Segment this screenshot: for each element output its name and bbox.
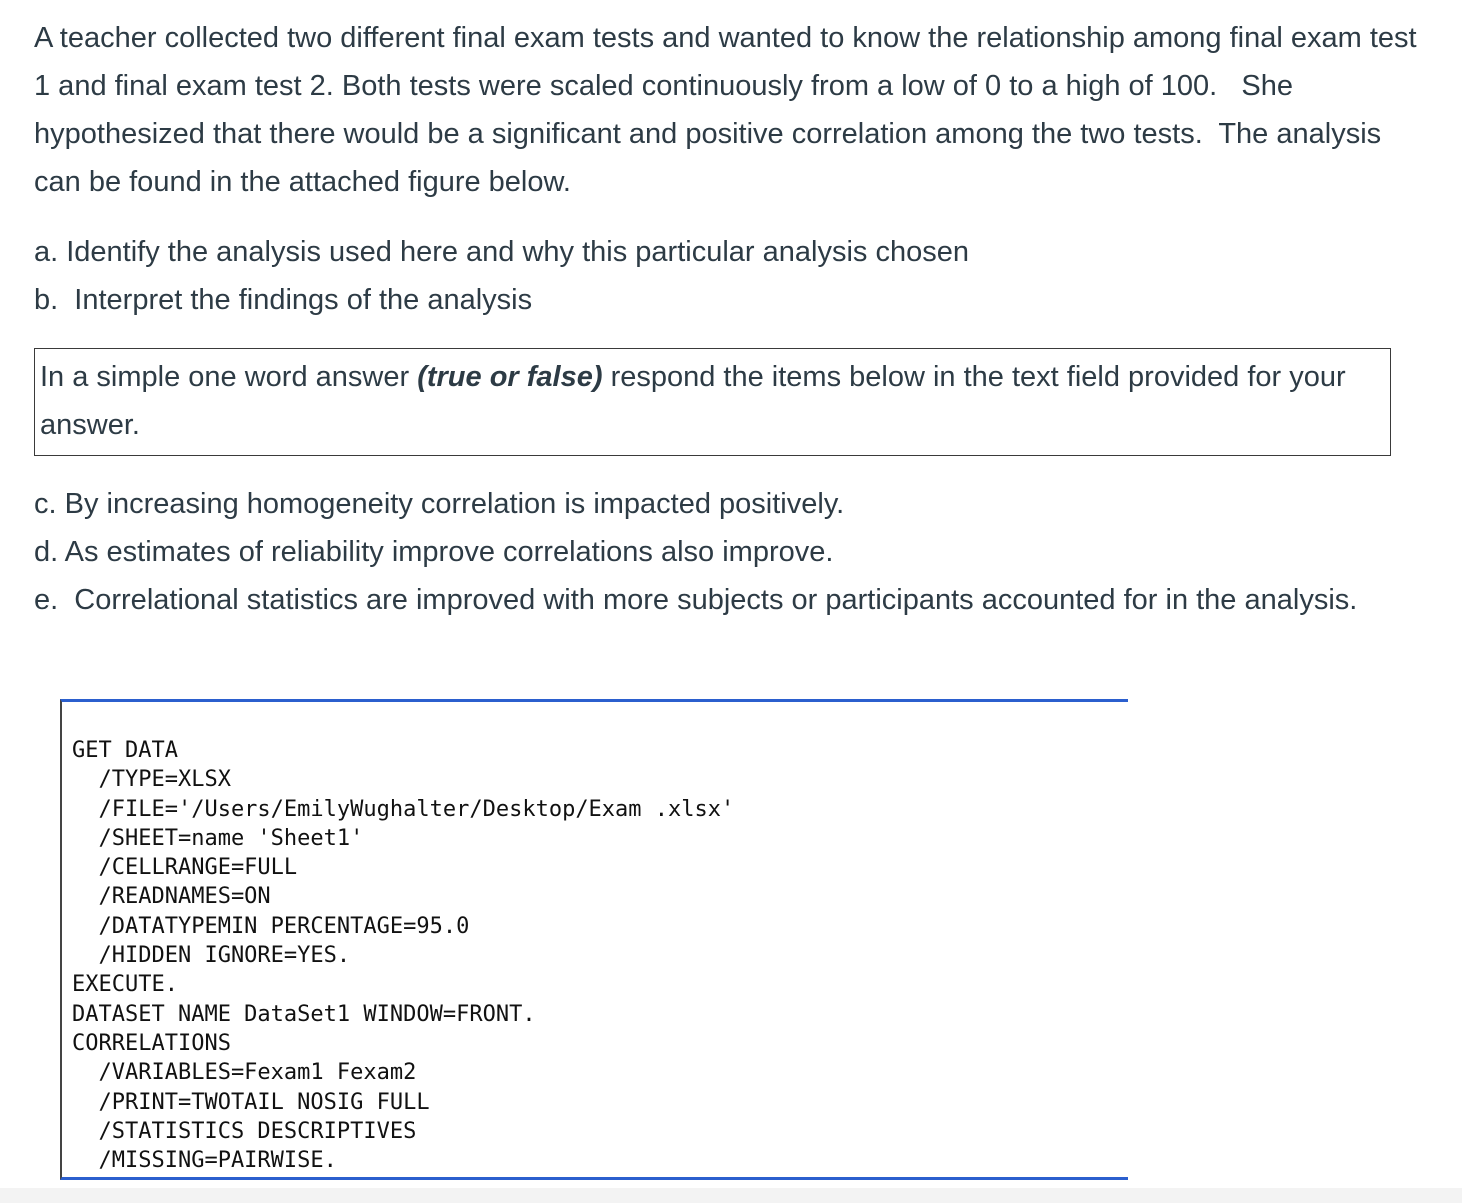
question-b: b. Interpret the findings of the analysis	[34, 284, 533, 316]
question-a: a. Identify the analysis used here and why this particular analysis chosen	[34, 236, 969, 268]
syntax-line: /READNAMES=ON	[72, 884, 271, 910]
syntax-line: /HIDDEN IGNORE=YES.	[72, 943, 351, 969]
syntax-line: /DATATYPEMIN PERCENTAGE=95.0	[72, 913, 470, 939]
question-c: c. By increasing homogeneity correlation is impacted positively.	[34, 488, 845, 520]
questions-cde	[34, 480, 1424, 624]
instruction-text-before: In a simple one word answer	[40, 361, 418, 393]
syntax-line: EXECUTE.	[72, 972, 178, 998]
spss-syntax-figure	[60, 699, 1128, 1180]
syntax-line: DATASET NAME DataSet1 WINDOW=FRONT.	[72, 1001, 536, 1027]
instruction-emphasis: (true or false)	[417, 361, 603, 393]
syntax-line: /CELLRANGE=FULL	[72, 855, 298, 881]
syntax-line: /FILE='/Users/EmilyWughalter/Desktop/Exam .xlsx'	[72, 796, 735, 822]
syntax-line: /MISSING=PAIRWISE.	[72, 1148, 337, 1174]
syntax-line: GET DATA	[72, 738, 178, 763]
question-d: d. As estimates of reliability improve correlations also improve.	[34, 536, 834, 568]
syntax-line: /SHEET=name 'Sheet1'	[72, 825, 364, 851]
question-content	[34, 14, 1424, 624]
syntax-line: /PRINT=TWOTAIL NOSIG FULL	[72, 1089, 430, 1115]
syntax-line: CORRELATIONS	[72, 1030, 231, 1056]
intro-paragraph: A teacher collected two different final exam tests and wanted to know the relationship among final exam test 1 and final exam test 2. Both tests were scaled continuously from a low of 0 to a high of 100. She hypothesized that there would be a significant and positive correlation among the two tests. The analysis can be found in the attached figure below.	[34, 22, 1417, 198]
syntax-line: /TYPE=XLSX	[72, 767, 231, 793]
instruction-text-after: respond the items below in the text field provided for your answer.	[40, 361, 1346, 441]
instruction-box	[34, 348, 1391, 456]
syntax-line: /VARIABLES=Fexam1 Fexam2	[72, 1060, 417, 1086]
syntax-code	[72, 736, 734, 1175]
question-e: e. Correlational statistics are improved with more subjects or participants accounted for in the analysis.	[34, 584, 1358, 616]
questions-ab	[34, 228, 1424, 324]
syntax-line: /STATISTICS DESCRIPTIVES	[72, 1118, 417, 1144]
page-bottom-strip	[0, 1188, 1462, 1203]
